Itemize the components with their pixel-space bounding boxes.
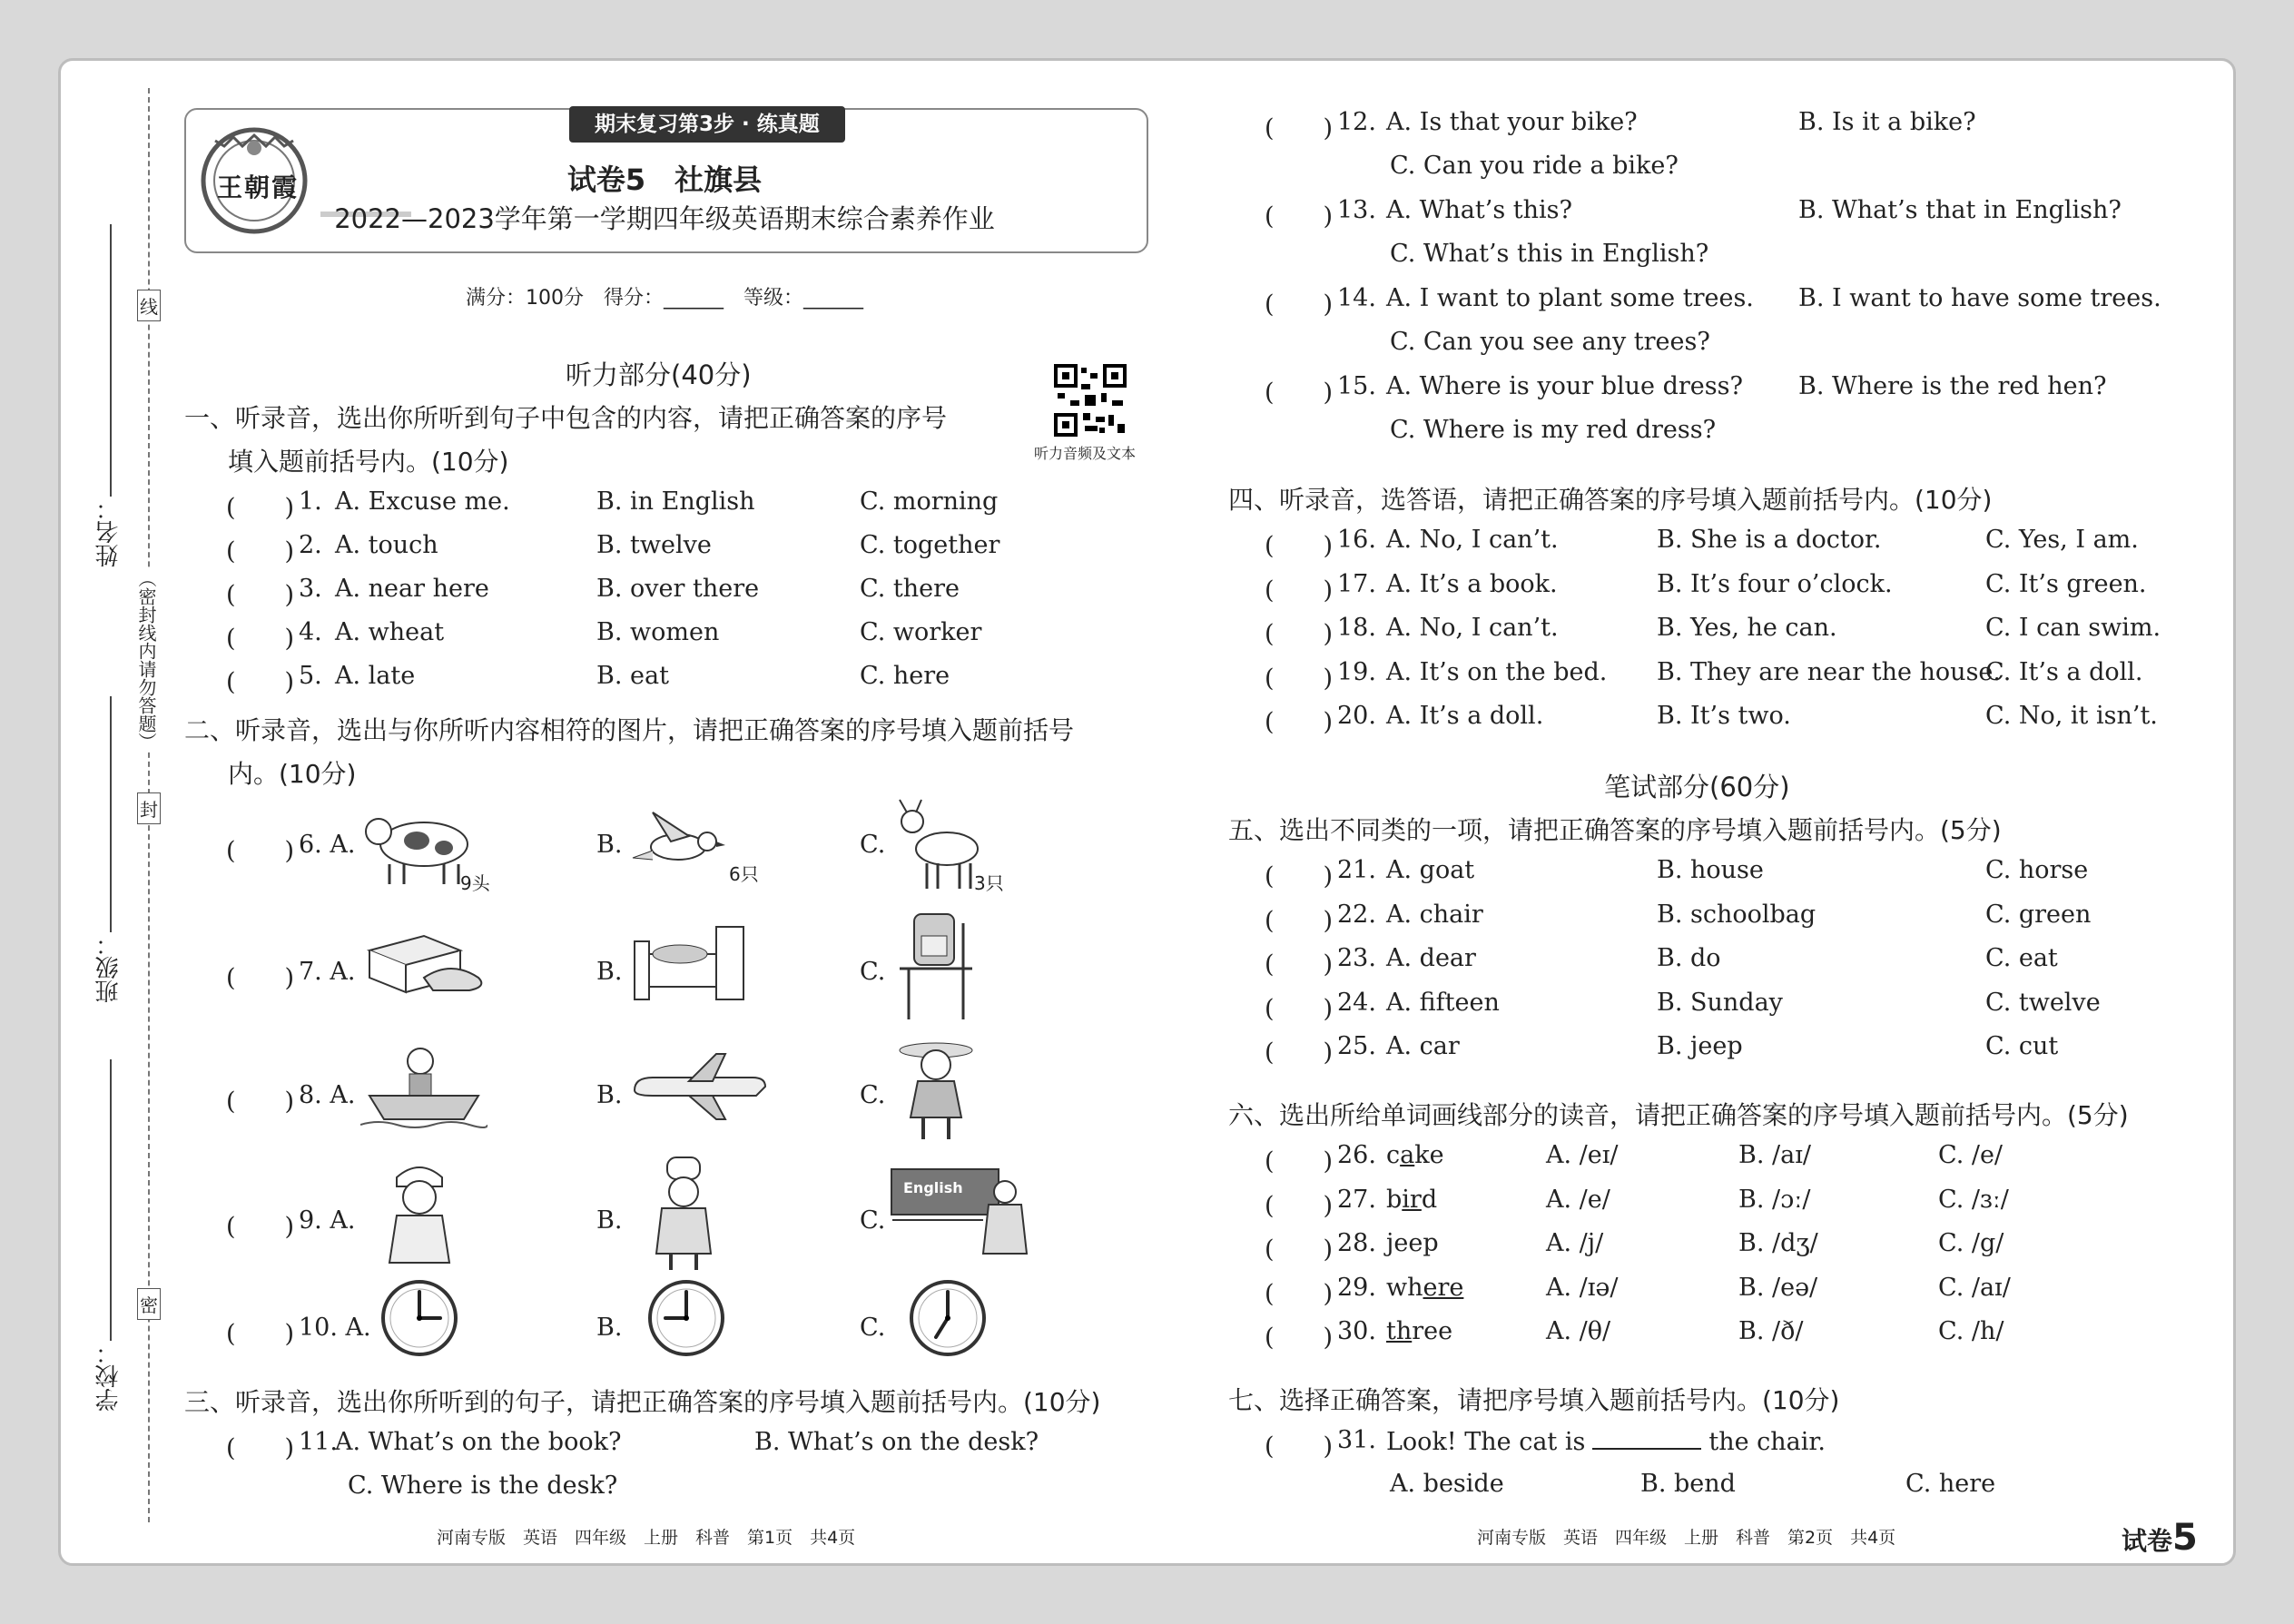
s2-title2: 内。(10分) bbox=[228, 759, 357, 789]
exam-sheet bbox=[58, 58, 2236, 1566]
q6-c: C. bbox=[860, 831, 886, 859]
seal-feng: 封 bbox=[137, 792, 161, 824]
q29-num: 29. bbox=[1337, 1273, 1376, 1302]
board-line bbox=[892, 1219, 983, 1221]
q26-option-c: C. /e/ bbox=[1938, 1141, 2004, 1169]
q23-option-b: B. do bbox=[1657, 944, 1721, 972]
q21-option-c: C. horse bbox=[1985, 856, 2089, 884]
q5-option-c: C. here bbox=[860, 662, 950, 690]
q25-paren[interactable]: ( ) bbox=[1265, 1038, 1334, 1067]
q21-paren[interactable]: ( ) bbox=[1265, 862, 1334, 891]
q12-option-c: C. Can you ride a bike? bbox=[1390, 152, 1679, 180]
q25-option-b: B. jeep bbox=[1657, 1032, 1743, 1060]
q27-word bbox=[1386, 1186, 1437, 1214]
q4-paren[interactable]: ( ) bbox=[226, 625, 295, 653]
word-part: ke bbox=[1414, 1141, 1444, 1169]
q27-paren[interactable]: ( ) bbox=[1265, 1191, 1334, 1220]
schoolbag-chair-picture[interactable] bbox=[891, 905, 981, 1023]
q17-option-c: C. It’s green. bbox=[1985, 569, 2147, 598]
q26-paren[interactable]: ( ) bbox=[1265, 1147, 1334, 1176]
word-part: c bbox=[1386, 1141, 1401, 1169]
q1-option-a: A. Excuse me. bbox=[335, 487, 510, 516]
paper-tag bbox=[2122, 1517, 2198, 1559]
q14-option-b: B. I want to have some trees. bbox=[1798, 284, 2161, 312]
paper-subtitle: 2022—2023学年第一学期四年级英语期末综合素养作业 bbox=[334, 203, 995, 234]
q2-option-b: B. twelve bbox=[596, 531, 712, 559]
q30-word bbox=[1386, 1317, 1452, 1345]
clock-a-icon[interactable] bbox=[379, 1277, 460, 1359]
bird-picture[interactable] bbox=[625, 805, 734, 878]
q2-num: 2. bbox=[299, 531, 322, 559]
q31-blank[interactable] bbox=[1592, 1426, 1701, 1450]
q13-option-b: B. What’s that in English? bbox=[1798, 196, 2122, 224]
seal-mi: 密 bbox=[137, 1288, 161, 1320]
q31-c: C. here bbox=[1905, 1470, 1996, 1498]
s1-title2: 填入题前括号内。(10分) bbox=[228, 447, 509, 477]
q7-num: 7. A. bbox=[299, 958, 356, 986]
q3-num: 3. bbox=[299, 575, 322, 603]
school-line bbox=[110, 1059, 112, 1341]
q31-num: 31. bbox=[1337, 1426, 1376, 1454]
q19-option-c: C. It’s a doll. bbox=[1985, 657, 2143, 686]
q12-option-b: B. Is it a bike? bbox=[1798, 108, 1976, 136]
q23-option-a: A. dear bbox=[1386, 944, 1476, 972]
q3-option-a: A. near here bbox=[335, 575, 489, 603]
clock-c-icon[interactable] bbox=[907, 1277, 989, 1359]
q10-b: B. bbox=[596, 1314, 623, 1342]
q27-num: 27. bbox=[1337, 1185, 1376, 1214]
word-part: wh bbox=[1386, 1273, 1423, 1302]
q3-option-b: B. over there bbox=[596, 575, 760, 603]
q11-paren[interactable]: ( ) bbox=[226, 1434, 295, 1462]
q8-b: B. bbox=[596, 1081, 623, 1109]
q6-paren[interactable]: ( ) bbox=[226, 837, 295, 865]
q9-b: B. bbox=[596, 1206, 623, 1235]
q13-option-a: A. What’s this? bbox=[1386, 196, 1572, 224]
q29-option-c: C. /aɪ/ bbox=[1938, 1273, 2011, 1302]
blackboard-text: English bbox=[903, 1179, 963, 1196]
q5-option-b: B. eat bbox=[596, 662, 669, 690]
q2-option-a: A. touch bbox=[335, 531, 438, 559]
q9-num: 9. A. bbox=[299, 1206, 356, 1235]
cook-picture[interactable] bbox=[638, 1154, 729, 1272]
q30-num: 30. bbox=[1337, 1317, 1376, 1345]
q16-option-c: C. Yes, I am. bbox=[1985, 526, 2139, 554]
q26-option-b: B. /aɪ/ bbox=[1738, 1141, 1811, 1169]
q7-paren[interactable]: ( ) bbox=[226, 964, 295, 992]
q30-option-b: B. /ð/ bbox=[1738, 1317, 1804, 1345]
q29-paren[interactable]: ( ) bbox=[1265, 1279, 1334, 1308]
q15-paren[interactable]: ( ) bbox=[1265, 379, 1334, 407]
q5-option-a: A. late bbox=[335, 662, 416, 690]
q16-option-a: A. No, I can’t. bbox=[1386, 526, 1559, 554]
s4-title: 四、听录音，选答语，请把正确答案的序号填入题前括号内。(10分) bbox=[1228, 485, 1993, 515]
q24-option-b: B. Sunday bbox=[1657, 988, 1783, 1017]
q26-option-a: A. /eɪ/ bbox=[1546, 1141, 1619, 1169]
word-part: ree bbox=[1412, 1317, 1453, 1345]
q31-b: B. bend bbox=[1640, 1470, 1736, 1498]
q20-option-b: B. It’s two. bbox=[1657, 702, 1791, 730]
q1-option-b: B. in English bbox=[596, 487, 755, 516]
q13-paren[interactable]: ( ) bbox=[1265, 202, 1334, 231]
q17-option-a: A. It’s a book. bbox=[1386, 569, 1558, 598]
q22-num: 22. bbox=[1337, 900, 1376, 929]
q7-b: B. bbox=[596, 958, 623, 986]
school-label: 学校： bbox=[95, 1341, 123, 1412]
score-line: 满分：100分 得分：______ 等级：______ bbox=[466, 287, 863, 310]
word-underlined-part: ere bbox=[1423, 1273, 1464, 1302]
q31-a: A. beside bbox=[1390, 1470, 1504, 1498]
q26-word bbox=[1386, 1141, 1444, 1169]
q29-option-b: B. /eə/ bbox=[1738, 1273, 1818, 1302]
q1-option-c: C. morning bbox=[860, 487, 999, 516]
q11-num: 11. bbox=[299, 1428, 338, 1456]
q9-paren[interactable]: ( ) bbox=[226, 1213, 295, 1241]
q24-option-a: A. fifteen bbox=[1386, 988, 1500, 1017]
teacher-picture[interactable] bbox=[978, 1177, 1032, 1259]
q22-option-c: C. green bbox=[1985, 900, 2092, 929]
q9-c: C. bbox=[860, 1206, 886, 1235]
q18-num: 18. bbox=[1337, 614, 1376, 642]
q25-option-c: C. cut bbox=[1985, 1032, 2059, 1060]
q19-paren[interactable]: ( ) bbox=[1265, 664, 1334, 693]
q12-num: 12. bbox=[1337, 108, 1376, 136]
q12-paren[interactable]: ( ) bbox=[1265, 114, 1334, 143]
caption-9: 9头 bbox=[460, 872, 490, 894]
q16-num: 16. bbox=[1337, 526, 1376, 554]
q2-paren[interactable]: ( ) bbox=[226, 537, 295, 566]
q5-num: 5. bbox=[299, 662, 322, 690]
q13-num: 13. bbox=[1337, 196, 1376, 224]
footer-right: 河南专版 英语 四年级 上册 科普 第2页 共4页 bbox=[1477, 1528, 1896, 1548]
s7-title: 七、选择正确答案，请把序号填入题前括号内。(10分) bbox=[1228, 1385, 1840, 1415]
qr-caption: 听力音频及文本 bbox=[1034, 445, 1137, 462]
boat-boy-picture[interactable] bbox=[360, 1041, 487, 1132]
q8-paren[interactable]: ( ) bbox=[226, 1088, 295, 1116]
q11-a: A. What’s on the book? bbox=[335, 1428, 622, 1456]
header-banner: 期末复习第3步 · 练真题 bbox=[569, 106, 845, 143]
q27-option-b: B. /ɔː/ bbox=[1738, 1185, 1811, 1214]
caption-3: 3只 bbox=[974, 872, 1004, 894]
q16-paren[interactable]: ( ) bbox=[1265, 532, 1334, 560]
q3-paren[interactable]: ( ) bbox=[226, 581, 295, 609]
q22-option-a: A. chair bbox=[1386, 900, 1483, 929]
s2-title: 二、听录音，选出与你所听内容相符的图片，请把正确答案的序号填入题前括号 bbox=[184, 715, 1075, 745]
q12-option-a: A. Is that your bike? bbox=[1386, 108, 1638, 136]
q4-option-a: A. wheat bbox=[335, 618, 445, 646]
q14-option-a: A. I want to plant some trees. bbox=[1386, 284, 1754, 312]
q28-paren[interactable]: ( ) bbox=[1265, 1235, 1334, 1264]
q20-num: 20. bbox=[1337, 702, 1376, 730]
clock-b-icon[interactable] bbox=[645, 1277, 727, 1359]
q15-option-a: A. Where is your blue dress? bbox=[1386, 372, 1743, 400]
q20-paren[interactable]: ( ) bbox=[1265, 708, 1334, 736]
word-part: b bbox=[1386, 1185, 1403, 1214]
q17-num: 17. bbox=[1337, 569, 1376, 598]
q18-paren[interactable]: ( ) bbox=[1265, 620, 1334, 648]
q23-num: 23. bbox=[1337, 944, 1376, 972]
q31-stem-pre: Look! The cat is bbox=[1386, 1428, 1586, 1456]
s6-title: 六、选出所给单词画线部分的读音，请把正确答案的序号填入题前括号内。(5分) bbox=[1228, 1100, 2129, 1130]
q24-paren[interactable]: ( ) bbox=[1265, 994, 1334, 1023]
q25-option-a: A. car bbox=[1386, 1032, 1460, 1060]
class-label: 班级： bbox=[95, 932, 123, 1003]
q21-option-a: A. goat bbox=[1386, 856, 1475, 884]
q18-option-b: B. Yes, he can. bbox=[1657, 614, 1837, 642]
q23-option-c: C. eat bbox=[1985, 944, 2058, 972]
q24-option-c: C. twelve bbox=[1985, 988, 2101, 1017]
q30-option-a: A. /θ/ bbox=[1546, 1317, 1611, 1345]
q25-num: 25. bbox=[1337, 1032, 1376, 1060]
bed-picture[interactable] bbox=[625, 918, 753, 1009]
q11-b: B. What’s on the desk? bbox=[754, 1428, 1039, 1456]
q8-c: C. bbox=[860, 1081, 886, 1109]
q22-option-b: B. schoolbag bbox=[1657, 900, 1816, 929]
q3-option-c: C. there bbox=[860, 575, 960, 603]
q15-num: 15. bbox=[1337, 372, 1376, 400]
q10-paren[interactable]: ( ) bbox=[226, 1320, 295, 1348]
q31-stem bbox=[1386, 1426, 1826, 1456]
q6-b: B. bbox=[596, 831, 623, 859]
q27-option-a: A. /e/ bbox=[1546, 1185, 1610, 1214]
q29-option-a: A. /ɪə/ bbox=[1546, 1273, 1619, 1302]
seal-xian: 线 bbox=[137, 290, 161, 321]
word-part: eep bbox=[1393, 1229, 1439, 1257]
q15-option-b: B. Where is the red hen? bbox=[1798, 372, 2107, 400]
q24-num: 24. bbox=[1337, 988, 1376, 1017]
q10-c: C. bbox=[860, 1314, 886, 1342]
q16-option-b: B. She is a doctor. bbox=[1657, 526, 1882, 554]
q14-option-c: C. Can you see any trees? bbox=[1390, 328, 1710, 356]
word-underlined-part: th bbox=[1386, 1317, 1413, 1345]
q21-num: 21. bbox=[1337, 856, 1376, 884]
q20-option-a: A. It’s a doll. bbox=[1386, 702, 1544, 730]
q20-option-c: C. No, it isn’t. bbox=[1985, 702, 2158, 730]
girl-hat-picture[interactable] bbox=[891, 1032, 981, 1141]
q18-option-c: C. I can swim. bbox=[1985, 614, 2161, 642]
shoes-box-picture[interactable] bbox=[360, 923, 497, 1005]
word-underlined-part: j bbox=[1386, 1229, 1394, 1257]
s5-title: 五、选出不同类的一项，请把正确答案的序号填入题前括号内。(5分) bbox=[1228, 815, 2002, 845]
class-line bbox=[110, 696, 112, 932]
q10-num: 10. A. bbox=[299, 1314, 371, 1342]
q2-option-c: C. together bbox=[860, 531, 1000, 559]
q18-option-a: A. No, I can’t. bbox=[1386, 614, 1559, 642]
q7-c: C. bbox=[860, 958, 886, 986]
word-underlined-part: ir bbox=[1402, 1185, 1422, 1214]
q13-option-c: C. What’s this in English? bbox=[1390, 240, 1709, 268]
q26-num: 26. bbox=[1337, 1141, 1376, 1169]
seal-note: （密封线内请勿答题） bbox=[133, 569, 160, 751]
paper-tag-label: 试卷 bbox=[2122, 1526, 2173, 1556]
q4-num: 4. bbox=[299, 618, 322, 646]
q28-option-a: A. /j/ bbox=[1546, 1229, 1604, 1257]
name-line bbox=[110, 224, 112, 497]
q17-option-b: B. It’s four o’clock. bbox=[1657, 569, 1893, 598]
plane-picture[interactable] bbox=[625, 1050, 771, 1123]
q8-num: 8. A. bbox=[299, 1081, 356, 1109]
q1-num: 1. bbox=[299, 487, 322, 516]
q19-option-a: A. It’s on the bed. bbox=[1386, 657, 1608, 686]
q14-paren[interactable]: ( ) bbox=[1265, 290, 1334, 319]
q29-word bbox=[1386, 1274, 1463, 1302]
q6-num: 6. A. bbox=[299, 831, 356, 859]
q19-num: 19. bbox=[1337, 657, 1376, 686]
q28-num: 28. bbox=[1337, 1229, 1376, 1257]
listening-title: 听力部分(40分) bbox=[566, 359, 752, 390]
q30-paren[interactable]: ( ) bbox=[1265, 1324, 1334, 1352]
q22-paren[interactable]: ( ) bbox=[1265, 906, 1334, 935]
q11-c: C. Where is the desk? bbox=[348, 1471, 618, 1500]
q21-option-b: B. house bbox=[1657, 856, 1764, 884]
q4-option-b: B. women bbox=[596, 618, 720, 646]
paper-title: 试卷5 社旗县 bbox=[566, 162, 763, 197]
q31-paren[interactable]: ( ) bbox=[1265, 1432, 1334, 1461]
q30-option-c: C. /h/ bbox=[1938, 1317, 2004, 1345]
paper-tag-num: 5 bbox=[2172, 1517, 2198, 1559]
q28-option-c: C. /g/ bbox=[1938, 1229, 2004, 1257]
s1-title: 一、听录音，选出你所听到句子中包含的内容，请把正确答案的序号 bbox=[184, 403, 948, 433]
q27-option-c: C. /ɜː/ bbox=[1938, 1185, 2009, 1214]
q23-paren[interactable]: ( ) bbox=[1265, 950, 1334, 979]
q19-option-b: B. They are near the house. bbox=[1657, 657, 2001, 686]
writing-title: 笔试部分(60分) bbox=[1604, 772, 1790, 802]
q5-paren[interactable]: ( ) bbox=[226, 668, 295, 696]
q28-word bbox=[1386, 1229, 1439, 1257]
q31-stem-post: the chair. bbox=[1708, 1428, 1826, 1456]
nurse-picture[interactable] bbox=[369, 1157, 469, 1266]
q14-num: 14. bbox=[1337, 284, 1376, 312]
q1-paren[interactable]: ( ) bbox=[226, 494, 295, 522]
logo-text: 王朝霞 bbox=[217, 172, 300, 202]
qr-code-icon[interactable] bbox=[1054, 364, 1127, 437]
footer-left: 河南专版 英语 四年级 上册 科普 第1页 共4页 bbox=[437, 1528, 856, 1548]
q17-paren[interactable]: ( ) bbox=[1265, 576, 1334, 605]
q15-option-c: C. Where is my red dress? bbox=[1390, 416, 1717, 444]
s3-title: 三、听录音，选出你所听到的句子，请把正确答案的序号填入题前括号内。(10分) bbox=[184, 1387, 1101, 1417]
word-underlined-part: a bbox=[1400, 1141, 1415, 1169]
caption-6: 6只 bbox=[729, 863, 759, 885]
q4-option-c: C. worker bbox=[860, 618, 982, 646]
word-part: d bbox=[1421, 1185, 1438, 1214]
name-label: 姓名： bbox=[95, 497, 123, 567]
q28-option-b: B. /dʒ/ bbox=[1738, 1229, 1818, 1257]
